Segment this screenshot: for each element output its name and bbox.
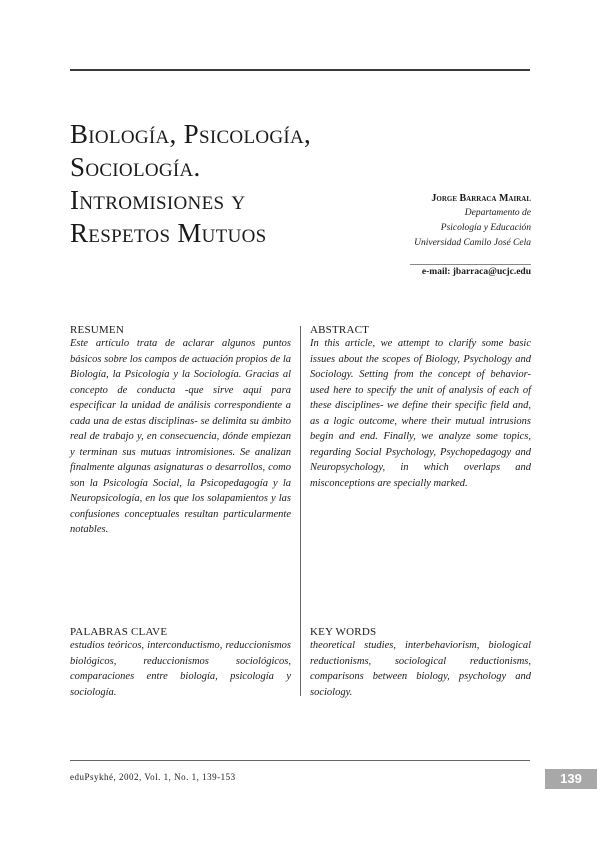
palabras-clave-section <box>70 626 291 700</box>
email-rule <box>410 264 531 265</box>
key-words-section <box>310 626 531 700</box>
article-title <box>70 118 370 250</box>
journal-citation: eduPsykhé, 2002, Vol. 1, No. 1, 139-153 <box>70 772 236 782</box>
abstract-heading: ABSTRACT <box>310 324 370 336</box>
abstract-section <box>310 324 531 491</box>
abstract-text: In this article, we attempt to clarify some basic issues about the scopes of Biology, Psychology and Sociology. Setting from the concept of behavior-used here to specify the unit of analysis of each of these disciplines- we define their specific field and, as a logic outcome, where their mutual intrusions begin and end. Finally, we analyze some topics, regarding Social Psychology, Psychopedagogy and Neuropsychology, in which overlaps and misconceptions are specially marked. <box>310 338 531 489</box>
resumen-heading: RESUMEN <box>70 324 124 336</box>
author-block <box>331 191 531 251</box>
author-department: Departamento de <box>464 208 531 218</box>
title-line: Sociología. <box>70 152 201 182</box>
title-line: Biología, Psicología, <box>70 119 312 149</box>
title-line: Respetos Mutuos <box>70 218 267 248</box>
key-words-text: theoretical studies, interbehaviorism, biological reductionisms, sociological reductionisms, comparisons between biology, psychology and sociology. <box>310 640 531 698</box>
author-name: Jorge Barraca Mairal <box>431 193 531 204</box>
author-university: Universidad Camilo José Cela <box>414 238 531 248</box>
palabras-clave-text: estudios teóricos, interconductismo, reduccionismos biológicos, reduccionismos sociológicos, comparaciones entre biología, psicología y sociología. <box>70 640 291 698</box>
column-divider <box>300 326 301 696</box>
resumen-section <box>70 324 291 538</box>
top-rule <box>70 69 530 71</box>
author-area: Psicología y Educación <box>440 223 531 233</box>
palabras-clave-heading: PALABRAS CLAVE <box>70 626 168 638</box>
title-line: Intromisiones y <box>70 185 246 215</box>
author-email: e-mail: jbarraca@ucjc.edu <box>421 267 531 277</box>
resumen-text: Este artículo trata de aclarar algunos puntos básicos sobre los campos de actuación propios de la Biología, la Psicología y la Sociología. Gracias al concepto de conducta -que sirve aquí para especificar la unidad de análisis correspondiente a cada una de estas disciplinas- se delimita su ámbito real de trabajo y, en consecuencia, dónde empiezan y terminan sus mutuas intromisiones. Se analizan finalmente algunas asignaturas o desarrollos, como son la Psicología Social, la Psicopedagogía y la Neuropsicología, en los que los solapamientos y las confusiones conceptuales resultan particularmente notables. <box>70 338 291 535</box>
key-words-heading: KEY WORDS <box>310 626 377 638</box>
page-number: 139 <box>545 769 597 789</box>
footer-rule <box>70 760 530 761</box>
